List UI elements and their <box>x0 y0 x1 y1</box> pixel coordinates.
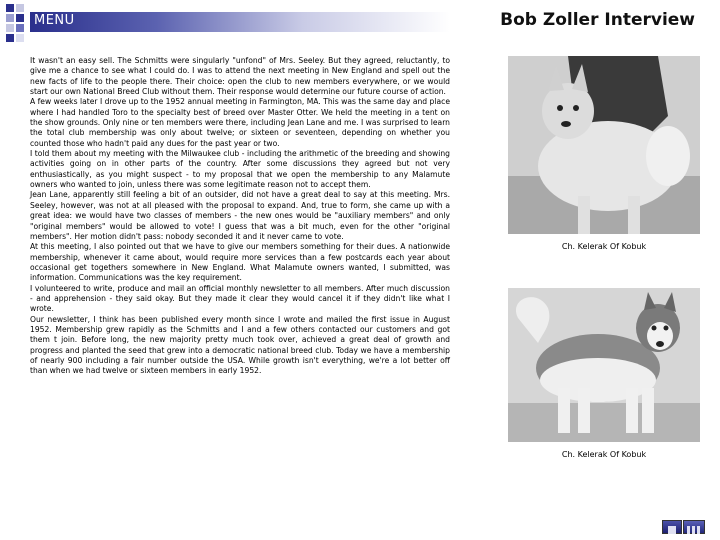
paragraph: A few weeks later I drove up to the 1952 annual meeting in Farmington, MA. This was the same day and place where I had handled Toro to the specialty best of breed over Master Otter. We held the meeting in a tent on the show grounds. Only nine or ten members were there, including Jean Lane and me. I was surprised to learn the total club membership was only about twelve; or sixteen or seventeen, depending on whether you counted those who hadn't paid any dues for the past year or two. <box>30 97 450 148</box>
next-slide-icon <box>684 524 704 536</box>
decor-square <box>16 4 24 12</box>
dog-photo <box>508 288 700 442</box>
photo-caption: Ch. Kelerak Of Kobuk <box>561 450 647 459</box>
decor-square <box>16 24 24 32</box>
paragraph: I volunteered to write, produce and mail an official monthly newsletter to all members. After much discussion - and apprehension - they said okay. But they made it clear they would cancel it if they didn't like what I wrote. <box>30 283 450 314</box>
article-body <box>30 56 450 377</box>
decor-square <box>6 24 14 32</box>
paragraph: It wasn't an easy sell. The Schmitts were singularly "unfond" of Mrs. Seeley. But they agreed, reluctantly, to give me a chance to see what I could do. I was to attend the next meeting in New England and spell out the new facts of life to the people there. Their choice: open the club to new members everywhere, or we would start our own National Breed Club without them. Their response would determine our future course of action. <box>30 56 450 97</box>
menu-button-label[interactable]: MENU <box>34 13 75 28</box>
paragraph: At this meeting, I also pointed out that we have to give our members something for their dues. A nationwide membership, whenever it came about, would require more services than a few postcards each year about occasional get togethers somewhere in New England. What Malamute owners wanted, I submitted, was information. Communications was the key requirement. <box>30 242 450 283</box>
menu-bar[interactable] <box>30 12 450 32</box>
paragraph: Jean Lane, apparently still feeling a bit of an outsider, did not have a great deal to say at this meeting. Mrs. Seeley, however, was not at all pleased with the proposal to expand. And, true to form, she came up with a great idea: we would have two classes of members - the new ones would be "auxiliary members" and only "original members" would be allowed to vote! I guess that was a bit much, even for the other "original members". Her motion didn't pass: nobody seconded it and it never came to vote. <box>30 190 450 241</box>
prev-slide-button[interactable] <box>662 520 682 534</box>
decor-square <box>16 14 24 22</box>
photo-caption: Ch. Kelerak Of Kobuk <box>561 242 647 251</box>
decor-square <box>6 14 14 22</box>
paragraph: I told them about my meeting with the Milwaukee club - including the arithmetic of the breeding and showing activities going on in other parts of the country. After some discussions they agreed but not very enthusiastically, as you might suspect - to my proposal that we open the membership to any Malamute owners who wanted to join, unless there was some legitimate reason not to accept them. <box>30 149 450 190</box>
decor-square <box>6 4 14 12</box>
decor-square <box>16 34 24 42</box>
paragraph: Our newsletter, I think has been published every month since I wrote and mailed the first issue in August 1952. Membership grew rapidly as the Schmitts and I and a few others contacted our customers and got them t join. Before long, the new majority pretty much took over, achieved a great deal of growth and progress and planted the seed that grew into a democratic national breed club. Today we have a membership of nearly 900 including a fair number outside the USA. While growth isn't everything, we're a lot better off than when we had twelve or sixteen members in early 1952. <box>30 314 450 376</box>
decor-square <box>6 34 14 42</box>
prev-slide-icon <box>663 524 681 536</box>
page-title: Bob Zoller Interview <box>500 10 695 30</box>
next-slide-button[interactable] <box>683 520 705 534</box>
dog-photo <box>508 56 700 234</box>
